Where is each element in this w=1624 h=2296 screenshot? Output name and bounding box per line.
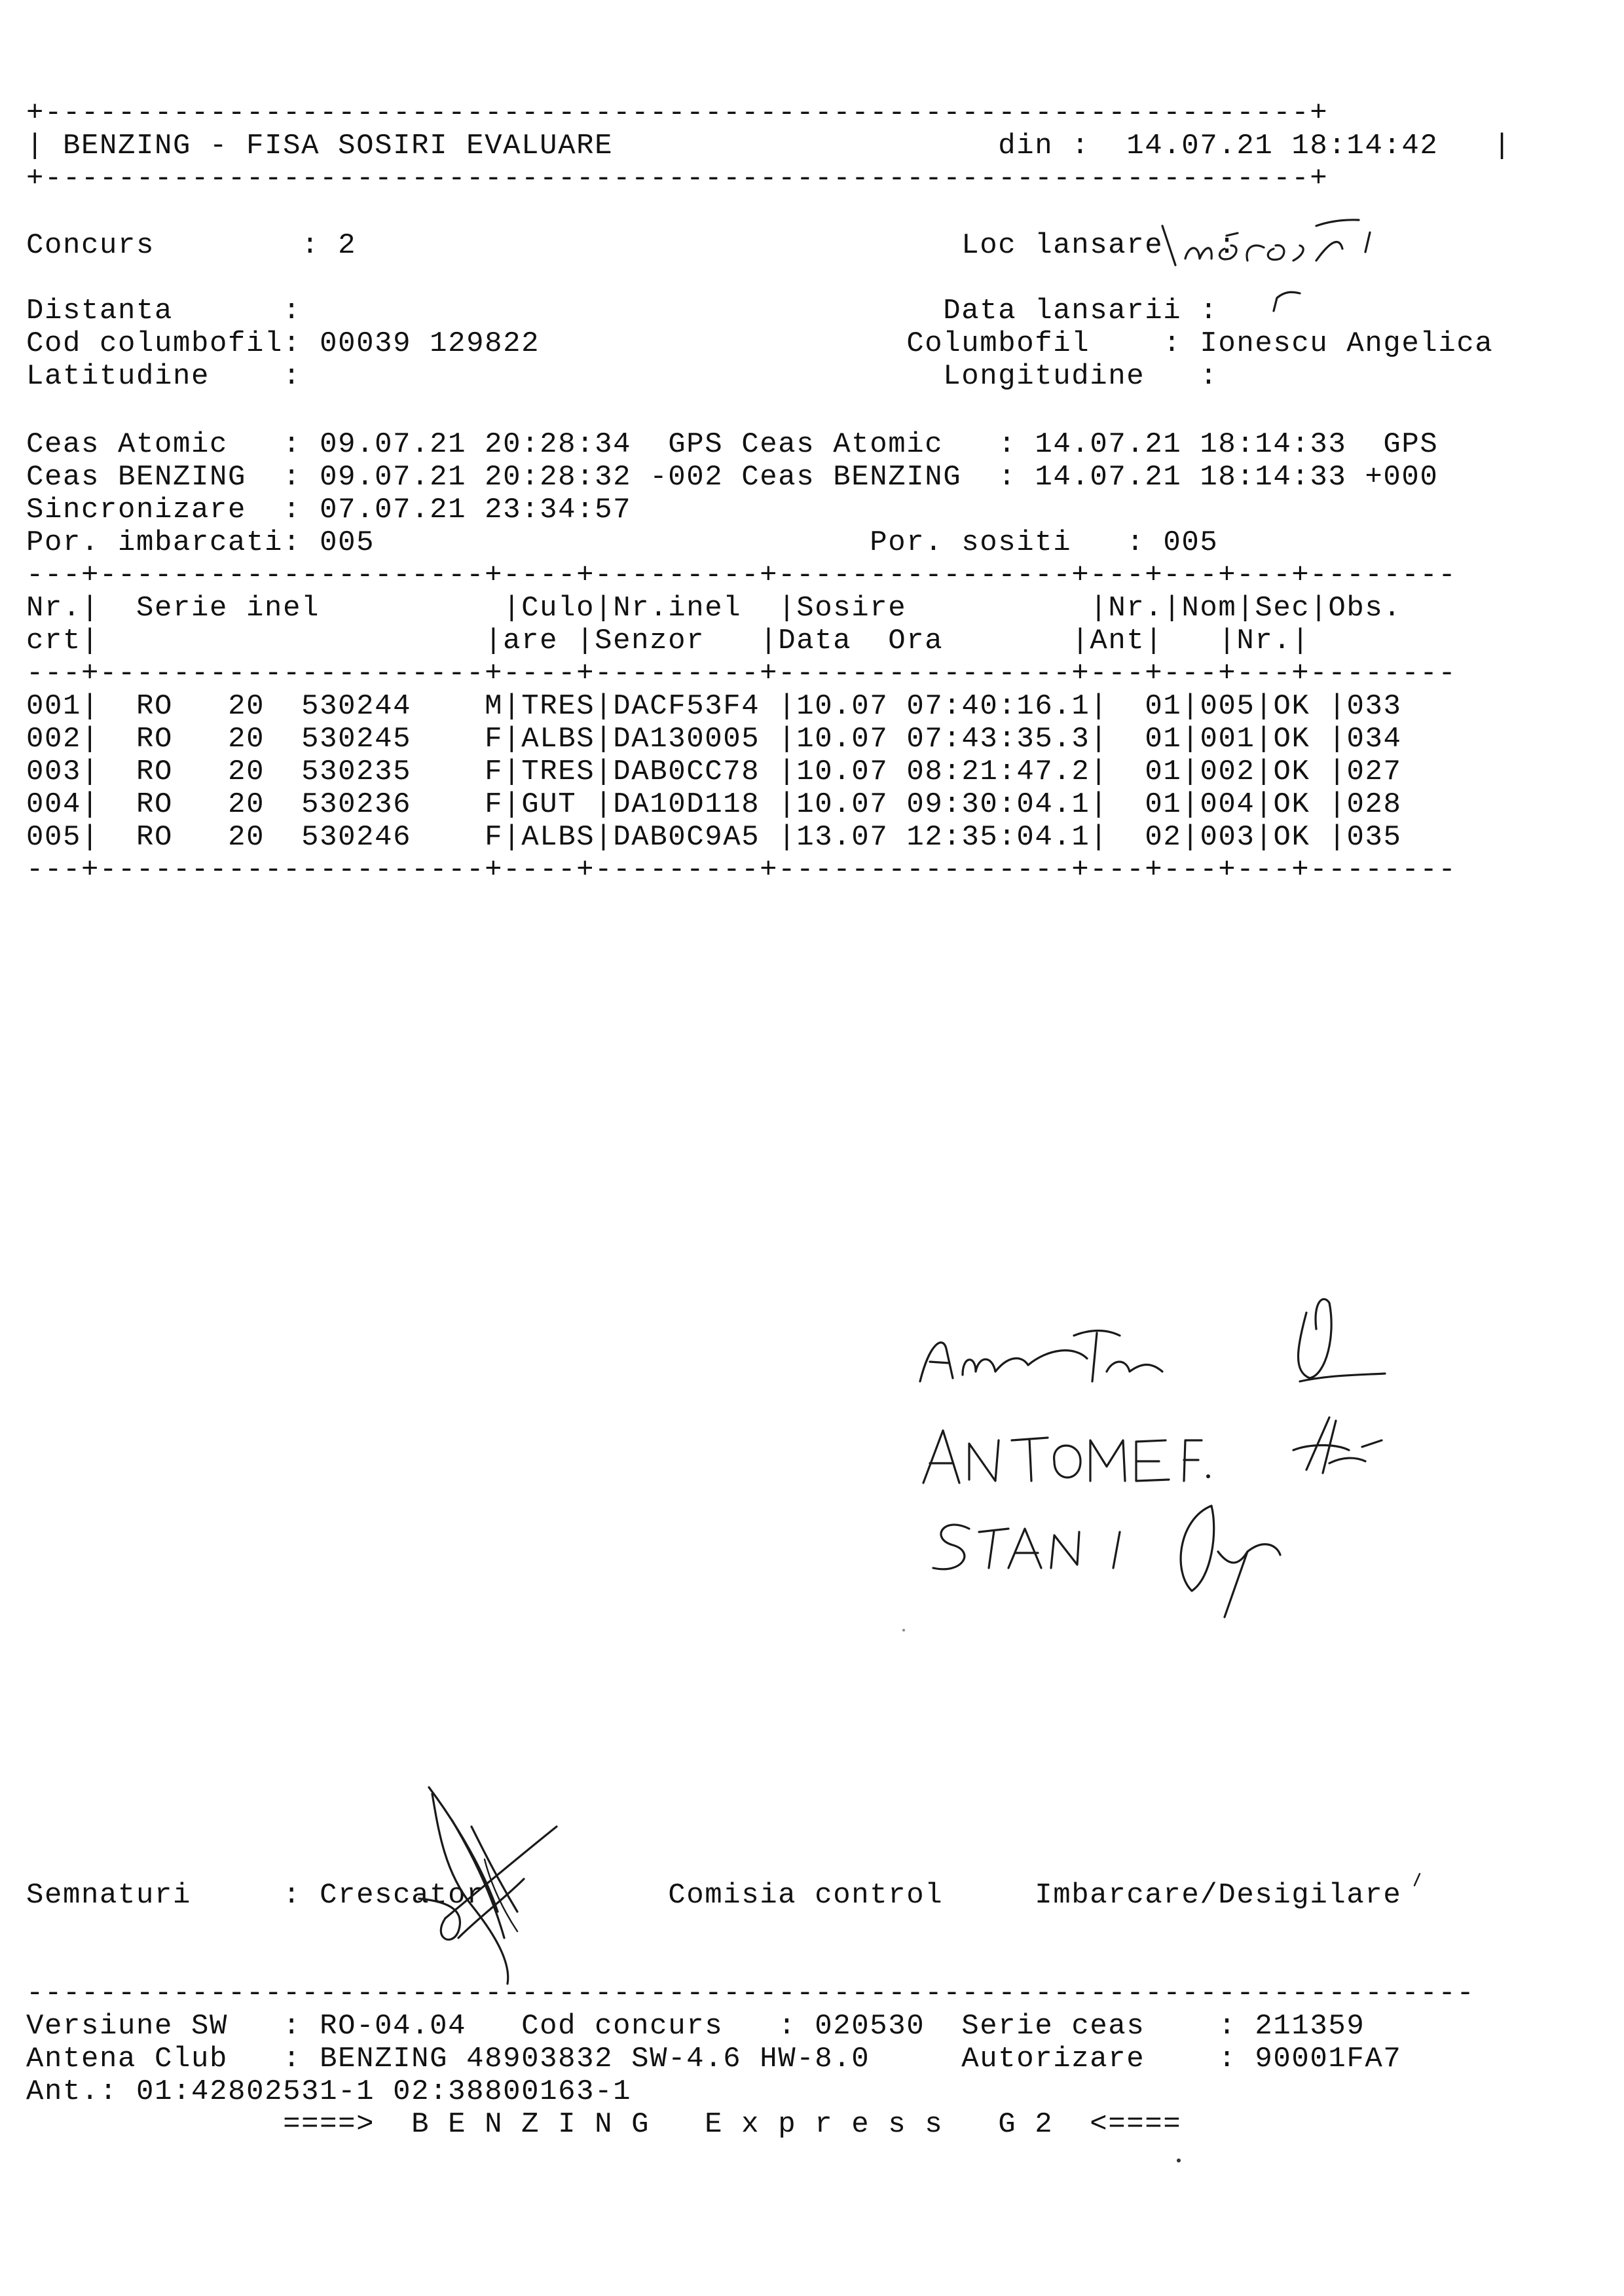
cell-nom: 001 xyxy=(1200,723,1255,756)
cell-obs: 033 xyxy=(1346,690,1402,723)
cell-ant: 01 xyxy=(1145,723,1182,756)
data-lansarii-mark xyxy=(1274,292,1300,311)
cell-sec: OK xyxy=(1273,756,1310,788)
cell-crt: 003 xyxy=(26,756,82,788)
sincronizare-label: Sincronizare : xyxy=(26,494,302,526)
imbarcati-value: 005 xyxy=(320,526,375,559)
commission-signature-2 xyxy=(923,1430,1210,1483)
crescator-signature xyxy=(419,1787,557,1984)
cell-crt: 004 xyxy=(26,788,82,821)
cell-country: RO xyxy=(136,690,174,723)
cell-crt: 002 xyxy=(26,723,82,756)
cell-obs: 027 xyxy=(1346,756,1402,788)
commission-signature-1 xyxy=(920,1331,1162,1382)
cell-year: 20 xyxy=(228,821,265,854)
cell-country: RO xyxy=(136,821,174,854)
loc-lansare-label: Loc lansare : xyxy=(961,229,1237,262)
end-atomic-value: 14.07.21 18:14:33 xyxy=(1035,428,1347,461)
cell-ring: 530236 xyxy=(301,788,412,821)
cell-nom: 004 xyxy=(1200,788,1255,821)
cell-time: 08:21:47.2 xyxy=(906,756,1090,788)
end-benzing-value: 14.07.21 18:14:33 xyxy=(1035,461,1347,494)
comisia-control-label: Comisia control xyxy=(668,1879,944,1912)
cell-year: 20 xyxy=(228,723,265,756)
cell-date: 10.07 xyxy=(796,756,889,788)
table-border-bottom: ---+---------------------+----+---------+----------------+---+---+---+-------- xyxy=(26,854,1457,886)
cell-country: RO xyxy=(136,756,174,788)
th-serie-inel: Serie inel xyxy=(136,592,320,625)
cell-year: 20 xyxy=(228,788,265,821)
cell-ant: 01 xyxy=(1145,756,1182,788)
cell-country: RO xyxy=(136,723,174,756)
cell-color: GUT xyxy=(521,788,577,821)
cell-crt: 001 xyxy=(26,690,82,723)
cell-obs: 035 xyxy=(1346,821,1402,854)
columbofil-label: Columbofil : xyxy=(906,327,1182,360)
distanta-label: Distanta : xyxy=(26,295,302,327)
versiune-value: RO-04.04 xyxy=(320,2010,467,2043)
cell-nom: 003 xyxy=(1200,821,1255,854)
cell-sensor: DAB0C9A5 xyxy=(613,821,760,854)
scan-dot xyxy=(1177,2159,1181,2162)
cell-sex: F xyxy=(485,756,504,788)
table-header-row-1: Nr.| Serie inel |Culo|Nr.inel |Sosire |Nr.|Nom|Sec|Obs. xyxy=(26,592,1402,625)
serie-ceas-label: Serie ceas : xyxy=(961,2010,1237,2043)
cell-ant: 01 xyxy=(1145,690,1182,723)
th-sec: Sec xyxy=(1255,592,1310,625)
cell-sex: F xyxy=(485,723,504,756)
cell-nom: 005 xyxy=(1200,690,1255,723)
cell-sensor: DACF53F4 xyxy=(613,690,760,723)
ant-value: 01:42802531-1 02:38800163-1 xyxy=(136,2075,632,2108)
imbarcare-desigilare-label: Imbarcare/Desigilare xyxy=(1035,1879,1402,1912)
cell-date: 13.07 xyxy=(796,821,889,854)
th-nr-inel: Nr.inel xyxy=(613,592,742,625)
end-atomic-label: Ceas Atomic : xyxy=(741,428,1017,461)
cell-ring: 530235 xyxy=(301,756,412,788)
cod-concurs-value: 020530 xyxy=(815,2010,925,2043)
crescator-label: Crescator xyxy=(320,1879,485,1912)
commission-initials-1 xyxy=(1299,1299,1386,1381)
th-sec-nr: Nr. xyxy=(1236,625,1292,657)
cell-time: 07:40:16.1 xyxy=(906,690,1090,723)
th-nr-ant: Nr. xyxy=(1108,592,1164,625)
cell-sec: OK xyxy=(1273,723,1310,756)
th-data-ora: Data Ora xyxy=(778,625,944,657)
start-atomic-src: GPS xyxy=(668,428,724,461)
data-lansarii-label: Data lansarii : xyxy=(943,295,1219,327)
banner-right-arrow: <==== xyxy=(1090,2108,1182,2141)
end-benzing-diff: +000 xyxy=(1365,461,1439,494)
commission-initials-2 xyxy=(1293,1417,1382,1473)
cod-columbofil-label: Cod columbofil: xyxy=(26,327,302,360)
banner-text: B E N Z I N G E x p r e s s G 2 xyxy=(411,2108,1054,2141)
table-border-top: ---+---------------------+----+---------+----------------+---+---+---+-------- xyxy=(26,559,1457,592)
th-nom: Nom xyxy=(1181,592,1237,625)
autorizare-label: Autorizare : xyxy=(961,2043,1237,2075)
scan-dot xyxy=(902,1629,905,1631)
cell-sensor: DA130005 xyxy=(613,723,760,756)
table-row: 001| RO 20 530244 M|TRES|DACF53F4 |10.07 07:40:16.1| 01|005|OK |033 xyxy=(26,690,1402,723)
cell-ant: 01 xyxy=(1145,788,1182,821)
start-atomic-label: Ceas Atomic : xyxy=(26,428,302,461)
cell-obs: 034 xyxy=(1346,723,1402,756)
start-benzing-value: 09.07.21 20:28:32 xyxy=(320,461,632,494)
sositi-label: Por. sositi : xyxy=(870,526,1145,559)
cell-time: 12:35:04.1 xyxy=(906,821,1090,854)
banner-left-arrow: ====> xyxy=(283,2108,375,2141)
imbarcati-label: Por. imbarcati: xyxy=(26,526,302,559)
document-title: BENZING - FISA SOSIRI EVALUARE xyxy=(63,130,614,162)
cell-sec: OK xyxy=(1273,788,1310,821)
autorizare-value: 90001FA7 xyxy=(1255,2043,1402,2075)
cell-ring: 530246 xyxy=(301,821,412,854)
ant-label: Ant.: xyxy=(26,2075,119,2108)
cell-date: 10.07 xyxy=(796,690,889,723)
th-senzor: Senzor xyxy=(595,625,705,657)
cell-time: 09:30:04.1 xyxy=(906,788,1090,821)
cell-sensor: DA10D118 xyxy=(613,788,760,821)
header-border-bottom: +---------------------------------------------------------------------+ xyxy=(26,162,1329,195)
cell-color: TRES xyxy=(521,756,595,788)
cell-color: ALBS xyxy=(521,821,595,854)
cell-crt: 005 xyxy=(26,821,82,854)
th-ant: Ant xyxy=(1090,625,1145,657)
th-nr: Nr. xyxy=(26,592,82,625)
serie-ceas-value: 211359 xyxy=(1255,2010,1365,2043)
cod-columbofil-value: 00039 129822 xyxy=(320,327,540,360)
cod-concurs-label: Cod concurs : xyxy=(521,2010,797,2043)
footer-separator: ------------------------------------------------------------------------------- xyxy=(26,1977,1475,2010)
cell-date: 10.07 xyxy=(796,723,889,756)
th-sosire: Sosire xyxy=(796,592,907,625)
cell-color: ALBS xyxy=(521,723,595,756)
end-benzing-label: Ceas BENZING : xyxy=(741,461,1017,494)
cell-sex: F xyxy=(485,821,504,854)
cell-date: 10.07 xyxy=(796,788,889,821)
cell-sensor: DAB0CC78 xyxy=(613,756,760,788)
header-border-top: +---------------------------------------------------------------------+ xyxy=(26,97,1329,130)
table-row: 003| RO 20 530235 F|TRES|DAB0CC78 |10.07 08:21:47.2| 01|002|OK |027 xyxy=(26,756,1402,788)
cell-ant: 02 xyxy=(1145,821,1182,854)
th-crt: crt xyxy=(26,625,82,657)
start-benzing-diff: -002 xyxy=(650,461,724,494)
table-row: 002| RO 20 530245 F|ALBS|DA130005 |10.07 07:43:35.3| 01|001|OK |034 xyxy=(26,723,1402,756)
concurs-label: Concurs : xyxy=(26,229,320,262)
cell-sec: OK xyxy=(1273,690,1310,723)
cell-nom: 002 xyxy=(1200,756,1255,788)
cell-ring: 530244 xyxy=(301,690,412,723)
th-are: are xyxy=(503,625,559,657)
cell-sec: OK xyxy=(1273,821,1310,854)
sositi-value: 005 xyxy=(1163,526,1219,559)
cell-color: TRES xyxy=(521,690,595,723)
longitudine-label: Longitudine : xyxy=(943,360,1219,393)
th-culoare: Culo xyxy=(521,592,595,625)
antena-label: Antena Club : xyxy=(26,2043,302,2075)
table-row: 005| RO 20 530246 F|ALBS|DAB0C9A5 |13.07 12:35:04.1| 02|003|OK |035 xyxy=(26,821,1402,854)
table-header-row-2: crt| |are |Senzor |Data Ora |Ant| |Nr.| xyxy=(26,625,1310,657)
antena-value: BENZING 48903832 SW-4.6 HW-8.0 xyxy=(320,2043,870,2075)
concurs-value: 2 xyxy=(338,229,357,262)
cell-year: 20 xyxy=(228,690,265,723)
din-value: 14.07.21 18:14:42 xyxy=(1126,130,1439,162)
cell-country: RO xyxy=(136,788,174,821)
cell-year: 20 xyxy=(228,756,265,788)
columbofil-value: Ionescu Angelica xyxy=(1200,327,1494,360)
start-atomic-value: 09.07.21 20:28:34 xyxy=(320,428,632,461)
table-border-mid: ---+---------------------+----+---------+----------------+---+---+---+-------- xyxy=(26,657,1457,690)
start-benzing-label: Ceas BENZING : xyxy=(26,461,302,494)
commission-signature-3 xyxy=(933,1525,1120,1569)
cell-sex: M xyxy=(485,690,504,723)
cell-time: 07:43:35.3 xyxy=(906,723,1090,756)
table-row: 004| RO 20 530236 F|GUT |DA10D118 |10.07 09:30:04.1| 01|004|OK |028 xyxy=(26,788,1402,821)
latitudine-label: Latitudine : xyxy=(26,360,302,393)
imbarcare-tick xyxy=(1414,1874,1420,1886)
cell-obs: 028 xyxy=(1346,788,1402,821)
header-row: | BENZING - FISA SOSIRI EVALUARE din : 14.07.21 18:14:42 | xyxy=(26,130,1512,162)
versiune-label: Versiune SW : xyxy=(26,2010,302,2043)
semnaturi-label: Semnaturi : xyxy=(26,1879,302,1912)
din-label: din : xyxy=(998,130,1090,162)
sincronizare-value: 07.07.21 23:34:57 xyxy=(320,494,632,526)
cell-ring: 530245 xyxy=(301,723,412,756)
th-obs: Obs. xyxy=(1328,592,1402,625)
commission-initials-3 xyxy=(1181,1506,1280,1617)
loc-lansare-handwriting xyxy=(1162,220,1370,265)
end-atomic-src: GPS xyxy=(1383,428,1439,461)
cell-sex: F xyxy=(485,788,504,821)
